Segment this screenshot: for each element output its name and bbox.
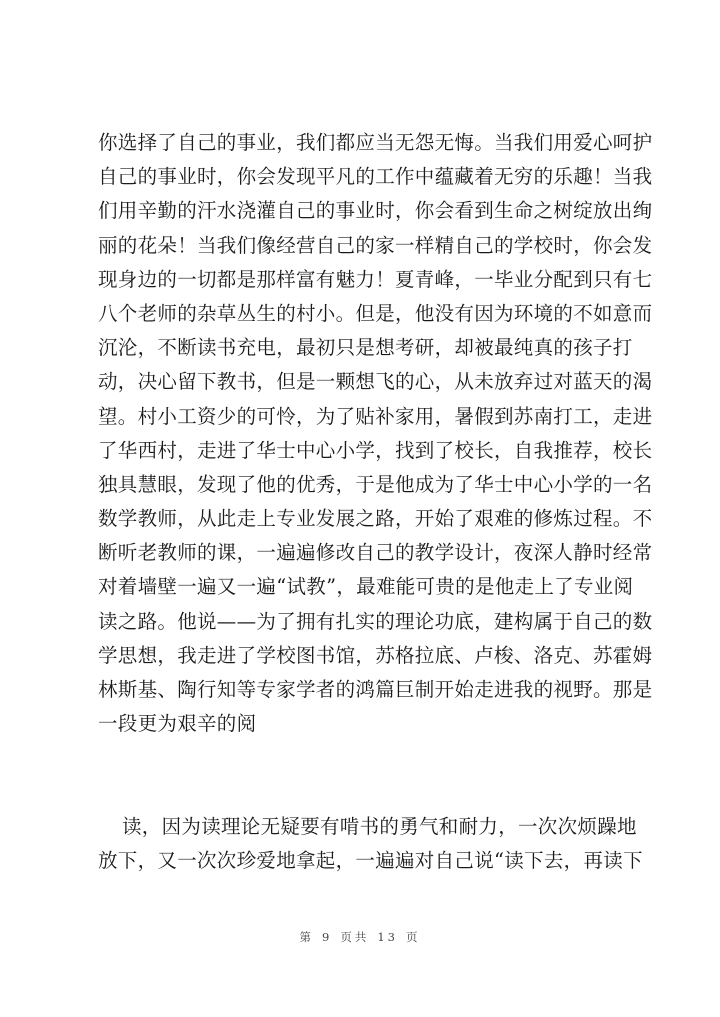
page-label-suffix: 页 [405, 930, 421, 944]
paragraph-2 [98, 810, 678, 878]
text-line: 八个老师的杂草丛生的村小。但是，他没有因为环境的不如意而 [98, 301, 653, 325]
text-line: 一段更为艰辛的阅 [98, 712, 257, 736]
text-line: 林斯基、陶行知等专家学者的鸿篇巨制开始走进我的视野。那是 [98, 678, 653, 701]
text-line: 们用辛勤的汗水浇灌自己的事业时，你会看到生命之树绽放出绚 [98, 199, 653, 223]
text-line: 读，因为读理论无疑要有啃书的勇气和耐力，一次次烦躁地 [122, 815, 637, 838]
text-line: 了华西村，走进了华士中心小学，找到了校长，自我推荐，校长 [98, 438, 653, 462]
text-line: 动，决心留下教书，但是一颗想飞的心，从未放弃过对蓝天的渴 [98, 370, 653, 394]
text-line: 你选择了自己的事业，我们都应当无怨无悔。当我们用爱心呵护 [98, 131, 653, 154]
text-line: 数学教师，从此走上专业发展之路，开始了艰难的修炼过程。不 [98, 507, 653, 531]
text-line: 望。村小工资少的可怜，为了贴补家用，暑假到苏南打工，走进 [98, 404, 653, 428]
text-line: 学思想，我走进了学校图书馆，苏格拉底、卢梭、洛克、苏霍姆 [98, 643, 653, 667]
text-line: 丽的花朵！当我们像经营自己的家一样精自己的学校时，你会发 [98, 233, 653, 257]
paragraph-1 [98, 126, 678, 741]
page-footer [0, 929, 720, 945]
current-page-number: 9 [322, 930, 333, 944]
text-line: 对着墙壁一遍又一遍“试教”，最难能可贵的是他走上了专业阅 [98, 575, 634, 599]
text-line: 独具慧眼，发现了他的优秀，于是他成为了华士中心小学的一名 [98, 472, 653, 496]
page-label-mid: 页共 [340, 930, 370, 944]
text-line: 放下，又一次次珍爱地拿起，一遍遍对自己说“读下去，再读下 [98, 849, 643, 873]
text-line: 现身边的一切都是那样富有魅力！夏青峰，一毕业分配到只有七 [98, 267, 653, 291]
text-line: 自己的事业时，你会发现平凡的工作中蕴藏着无穷的乐趣！当我 [98, 165, 653, 189]
text-line: 读之路。他说——为了拥有扎实的理论功底，建构属于自己的数 [98, 609, 653, 633]
text-line: 断听老教师的课，一遍遍修改自己的教学设计，夜深人静时经常 [98, 541, 653, 565]
text-line: 沉沦，不断读书充电，最初只是想考研，却被最纯真的孩子打 [98, 336, 633, 360]
total-pages-number: 13 [377, 930, 398, 944]
page-label-prefix: 第 [299, 930, 315, 944]
